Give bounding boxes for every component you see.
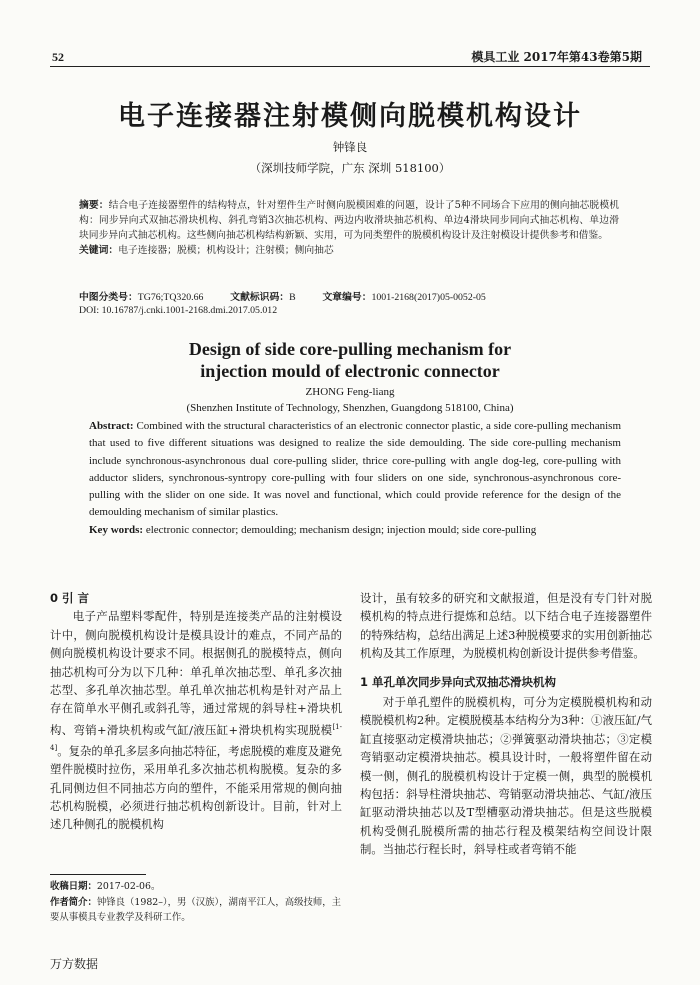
section-0-paragraph-2: 设计，虽有较多的研究和文献报道，但是没有专门针对脱模机构的特点进行提炼和总结。以下结合电子连接器塑件的特殊结构，总结出满足上述3种脱模要求的实用创新抽芯机构及其工作原理，为脱模机构创新设计提供参考借鉴。: [360, 591, 653, 661]
section-0-heading: 0 引 言: [50, 591, 90, 605]
page-number: 52: [52, 50, 64, 64]
keywords-label-cn: 关键词：: [79, 245, 119, 256]
left-column: [50, 589, 342, 834]
abstract-label-cn: 摘要：: [79, 200, 109, 211]
abstract-label-en: Abstract:: [89, 420, 134, 432]
affiliation-chinese: （深圳技师学院，广东 深圳 518100）: [249, 161, 451, 175]
keywords-label-en: Key words:: [89, 523, 144, 536]
footnote-rule: [50, 874, 146, 875]
section-0-paragraph-1-text: 电子产品塑料零配件，特别是连接类产品的注射模设计中，侧向脱模机构设计是模具设计的难点，不同产品的侧向脱模机构设计要求不同。根据侧孔的脱模特点，侧向抽芯机构可分为以下几种：单孔单次抽芯型、单孔多次抽芯型、多孔单次抽芯型。单孔单次抽芯机构是针对产品上存在简单水平侧孔或斜孔等，通过常规的斜导柱+滑块机构、弯销+滑块机构或气缸/液压缸+滑块机构实现脱模: [50, 609, 342, 737]
abstract-english: [89, 418, 621, 539]
section-1-heading: 1 单孔单次同步异向式双抽芯滑块机构: [360, 674, 557, 689]
section-1-paragraph: 对于单孔塑件的脱模机构，可分为定模脱模机构和动模脱模机构2种。定模脱模基本结构分为3种：①液压缸/气缸直接驱动定模滑块抽芯；②弹簧驱动滑块抽芯；③定模弯销驱动定模滑块抽芯。模具设计时，一般将塑件留在动模一侧，侧孔的脱模机构设计于定模一侧，典型的脱模机构包括：斜导柱滑块抽芯、弯销驱动滑块抽芯、气缸/液压缸驱动滑块抽芯以及T型槽驱动滑块抽芯。但是这些脱模机构受侧孔脱模所需的抽芯行程及模架结构空间设计限制。当抽芯行程长时，斜导柱或者弯销不能: [360, 695, 652, 857]
section-0-paragraph-1-end: 。复杂的单孔多层多向抽芯特征，考虑脱模的难度及避免塑件脱模时拉伤，采用单孔多次抽芯机构脱模。复杂的多孔同侧边但不同抽芯方向的塑件，不能采用常规的侧向抽芯机构脱模，必须进行抽芯机构创新设计。目前，针对上述几种侧孔的脱模机构: [50, 743, 342, 832]
journal-header: 模具工业 2017年第43卷第5期: [471, 50, 642, 64]
title-chinese: 电子连接器注射模侧向脱模机构设计: [118, 101, 582, 132]
author-bio: 钟锋良（1982–），男（汉族），湖南平江人，高级技师，主要从事模具专业教学及科研工作。: [50, 896, 342, 923]
clc-label: 中图分类号：: [79, 292, 138, 303]
right-column: [360, 589, 652, 859]
section-0-paragraph-1: [50, 607, 342, 833]
articleno-value: 1001-2168(2017)05-0052-05: [371, 292, 486, 303]
title-english-line1: Design of side core-pulling mechanism for: [188, 339, 512, 359]
articleno-label: 文章编号：: [322, 292, 372, 303]
title-english: [50, 338, 650, 382]
affiliation-english: (Shenzhen Institute of Technology, Shenzhen, Guangdong 518100, China): [186, 402, 514, 414]
author-bio-label: 作者简介：: [50, 896, 97, 908]
abstract-chinese: [79, 198, 619, 258]
doi: DOI: 10.16787/j.cnki.1001-2168.dmi.2017.05.012: [79, 305, 278, 316]
received-date: 2017-02-06。: [96, 881, 161, 892]
footnote: [50, 879, 342, 926]
abstract-text-en: Combined with the structural characteristics of an electronic connector plastic, a side core-pulling mechanism that used to five different situations was designed to realize the side demoulding. The side core-pulling mechanism include synchronous-asynchronous dual core-pulling slider, thrice core-pulling with angle dog-leg, core-pulling with adductor sliders, synchronous-syntropy core-pulling with four sliders on one side, synchronous-asynchronous core-pulling with the slider on one side. It was novel and functional, which could provide reference for the design of the demoulding mechanism of similar plastics.: [89, 420, 621, 519]
author-english: ZHONG Feng-liang: [305, 386, 395, 398]
abstract-text-cn: 结合电子连接器塑件的结构特点，针对塑件生产时侧向脱模困难的问题，设计了5种不同场合下应用的侧向抽芯脱模机构：同步异向式双抽芯滑块机构、斜孔弯销3次抽芯机构、两边内收滑块抽芯机构、单边4滑块同步同向式抽芯机构、单边滑块同步异向式抽芯机构。这些侧向抽芯机构结构新颖、实用，可为同类塑件的脱模机构设计及注射模设计提供参考和借鉴。: [79, 200, 620, 241]
received-label: 收稿日期：: [50, 881, 97, 892]
header-rule: [50, 66, 650, 67]
doccode-value: B: [289, 292, 296, 303]
classification-line: [79, 289, 624, 303]
watermark: 万方数据: [50, 957, 99, 971]
author-chinese: 钟锋良: [332, 140, 368, 154]
reference-1-4: [1-4]: [50, 722, 342, 753]
clc-value: TG76;TQ320.66: [137, 292, 204, 303]
keywords-en: electronic connector; demoulding; mechanism design; injection mould; side core-pulling: [143, 523, 537, 536]
title-english-line2: injection mould of electronic connector: [200, 361, 500, 381]
doccode-label: 文献标识码：: [230, 292, 290, 303]
keywords-cn: 电子连接器；脱模；机构设计；注射模；侧向抽芯: [118, 245, 334, 256]
